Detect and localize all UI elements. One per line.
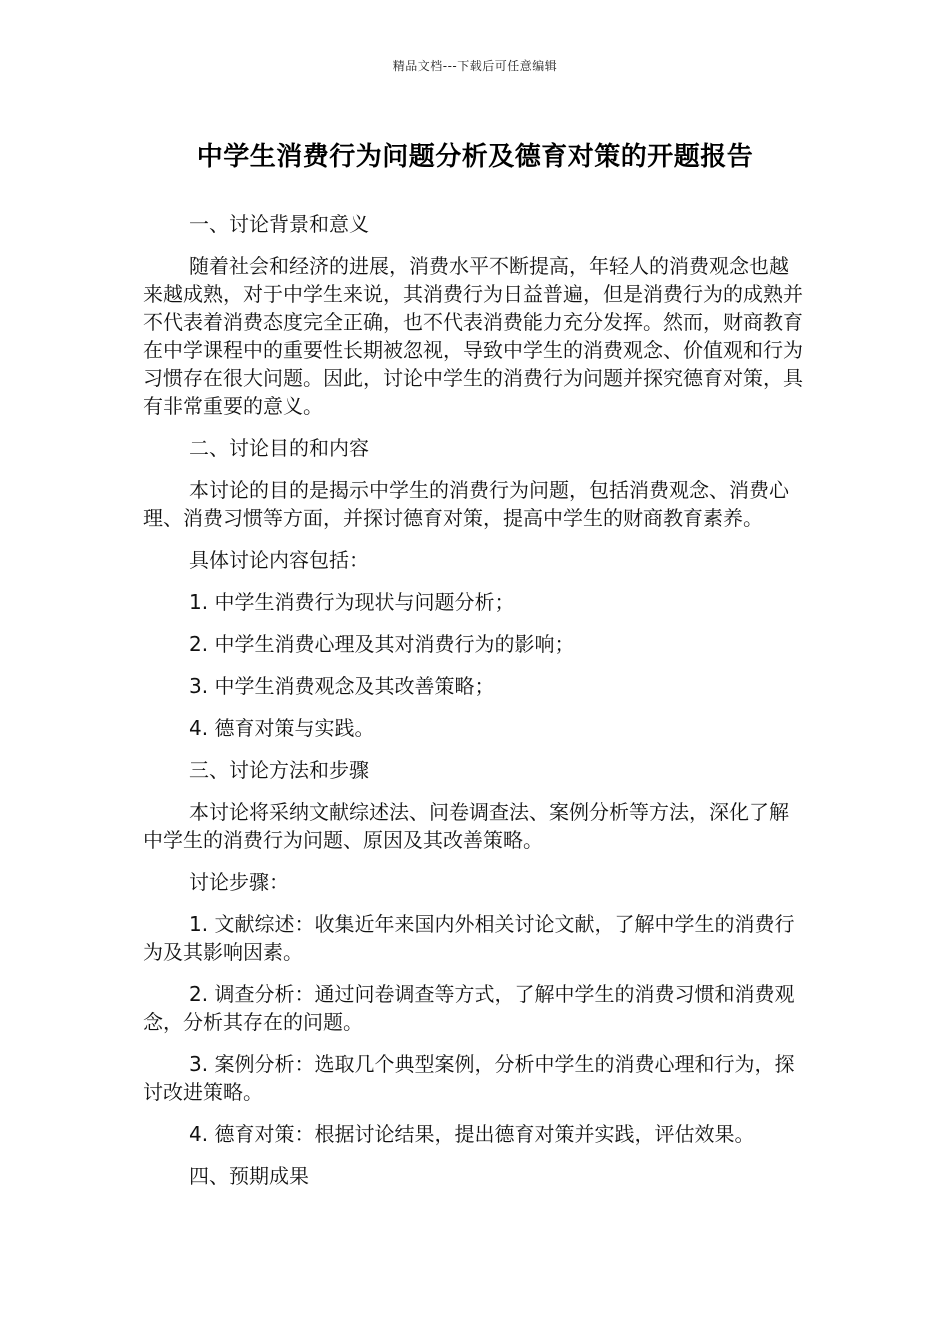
document-body: [143, 210, 803, 1204]
paragraph-methods: 本讨论将采纳文献综述法、问卷调查法、案例分析等方法，深化了解中学生的消费行为问题、原因及其改善策略。: [143, 800, 789, 852]
list-item: 3. 案例分析：选取几个典型案例，分析中学生的消费心理和行为，探讨改进策略。: [143, 1052, 795, 1104]
section-heading-methods: 三、讨论方法和步骤: [189, 758, 369, 782]
list-item: 3. 中学生消费观念及其改善策略；: [189, 674, 495, 698]
header-note: 精品文档---下载后可任意编辑: [392, 59, 558, 73]
paragraph-background: 随着社会和经济的进展，消费水平不断提高，年轻人的消费观念也越来越成熟，对于中学生来说，其消费行为日益普遍，但是消费行为的成熟并不代表着消费态度完全正确，也不代表消费能力充分发挥。然而，财商教育在中学课程中的重要性长期被忽视，导致中学生的消费观念、价值观和行为习惯存在很大问题。因此，讨论中学生的消费行为问题并探究德育对策，具有非常重要的意义。: [143, 254, 803, 418]
section-heading-background: 一、讨论背景和意义: [189, 212, 369, 236]
paragraph-steps-intro: 讨论步骤：: [189, 870, 289, 894]
section-heading-outcomes: 四、预期成果: [189, 1164, 309, 1188]
section-heading-purpose: 二、讨论目的和内容: [189, 436, 369, 460]
list-item: 1. 中学生消费行为现状与问题分析；: [189, 590, 515, 614]
list-item: 2. 中学生消费心理及其对消费行为的影响；: [189, 632, 575, 656]
paragraph-purpose: 本讨论的目的是揭示中学生的消费行为问题，包括消费观念、消费心理、消费习惯等方面，并探讨德育对策，提高中学生的财商教育素养。: [143, 478, 789, 530]
paragraph-content-intro: 具体讨论内容包括：: [189, 548, 369, 572]
list-item: 2. 调查分析：通过问卷调查等方式，了解中学生的消费习惯和消费观念，分析其存在的问题。: [143, 982, 795, 1034]
list-item: 1. 文献综述：收集近年来国内外相关讨论文献，了解中学生的消费行为及其影响因素。: [143, 912, 795, 964]
list-item: 4. 德育对策：根据讨论结果，提出德育对策并实践，评估效果。: [189, 1122, 755, 1146]
document-title: 中学生消费行为问题分析及德育对策的开题报告: [196, 142, 754, 172]
list-item: 4. 德育对策与实践。: [189, 716, 375, 740]
